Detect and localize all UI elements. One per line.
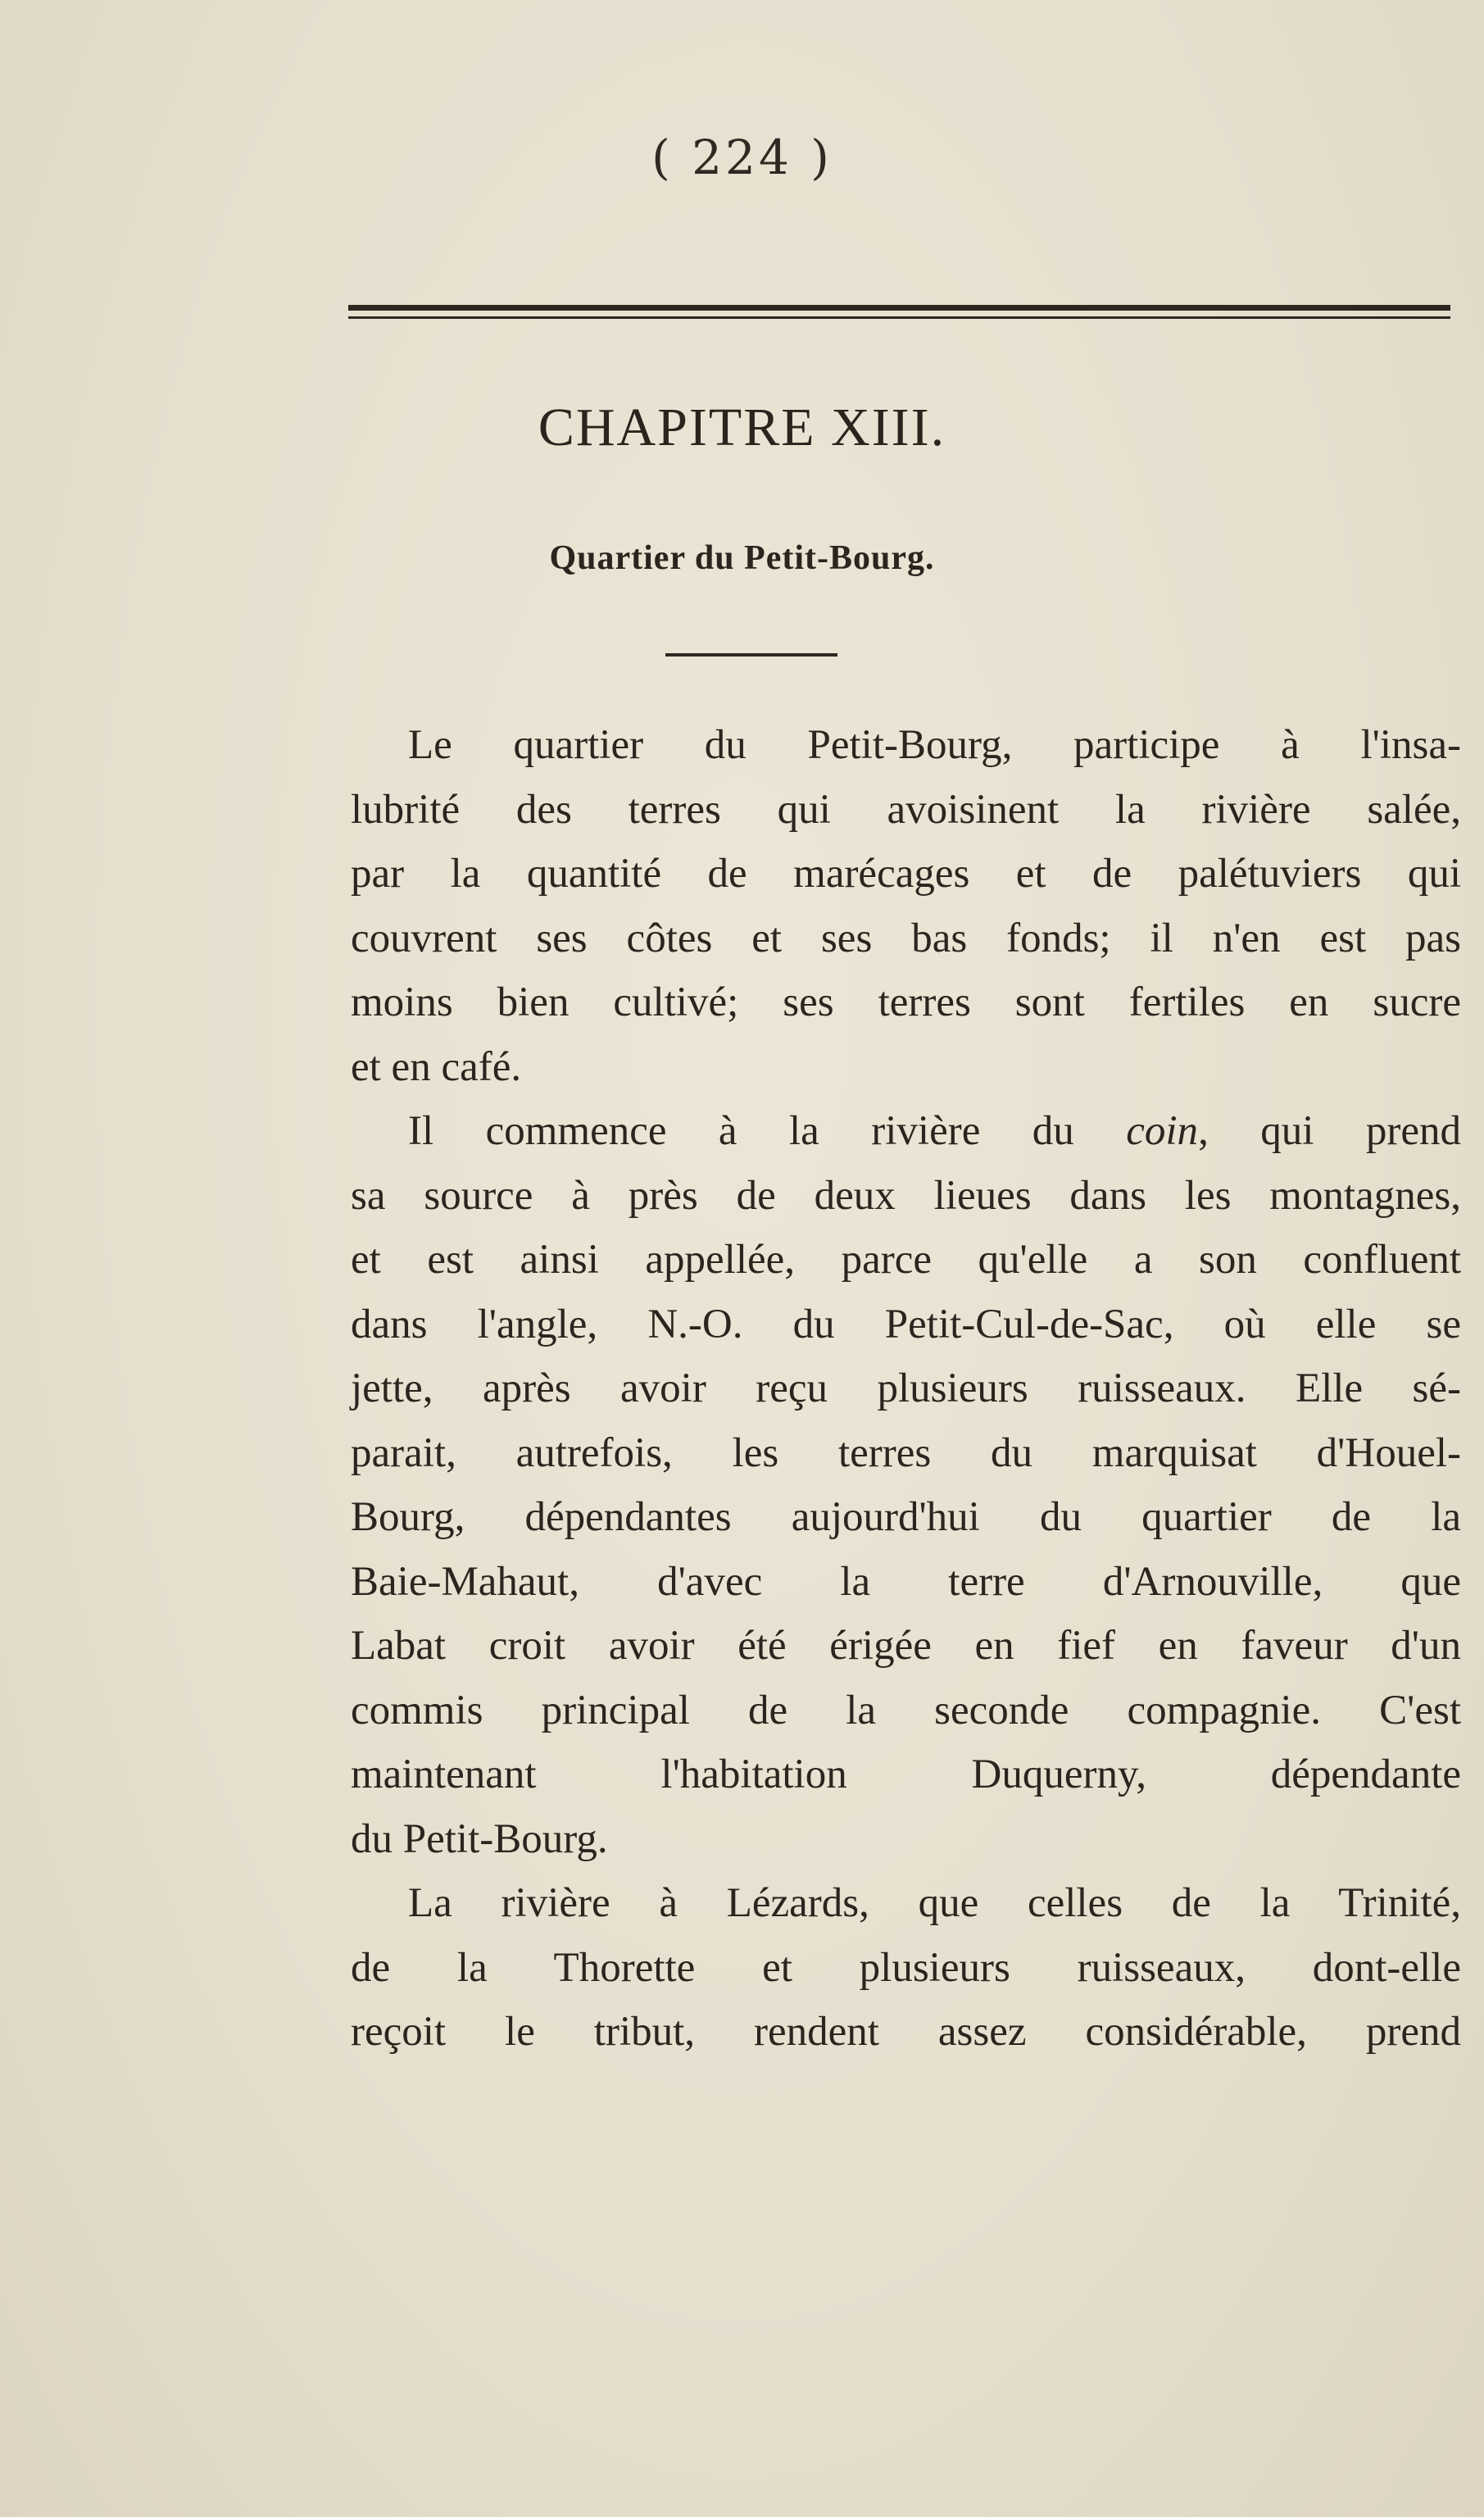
chapter-subtitle: Quartier du Petit-Bourg.	[549, 539, 935, 577]
text-line: sa source à près de deux lieues dans les montagnes,	[351, 1172, 1461, 1219]
paragraph-1	[351, 713, 1461, 1099]
page-number: ( 224 )	[651, 129, 833, 185]
header-rule-thin	[348, 316, 1450, 319]
text-line: parait, autrefois, les terres du marquisat d'Houel-	[351, 1429, 1461, 1476]
text-line	[351, 1099, 1461, 1164]
text-line: maintenant l'habitation Duquerny, dépendante	[351, 1751, 1461, 1797]
text-line: et en café.	[351, 1043, 522, 1090]
header-rule-thick	[348, 305, 1450, 311]
text-run: , qui prend	[1198, 1108, 1461, 1154]
text-line: commis principal de la seconde compagnie. C'est	[351, 1687, 1461, 1733]
text-line: Bourg, dépendantes aujourd'hui du quartier de la	[351, 1494, 1461, 1540]
text-run: Il commence à la rivière du	[408, 1108, 1127, 1154]
text-line: couvrent ses côtes et ses bas fonds; il n'en est pas	[351, 915, 1461, 961]
text-line: jette, après avoir reçu plusieurs ruisseaux. Elle sé-	[351, 1365, 1461, 1411]
section-divider	[665, 653, 837, 657]
paragraph-3	[351, 1871, 1461, 2065]
text-line: Le quartier du Petit-Bourg, participe à l'insa-	[408, 722, 1461, 768]
body-text	[351, 713, 1461, 2065]
text-line: de la Thorette et plusieurs ruisseaux, dont-elle	[351, 1944, 1461, 1991]
text-line: La rivière à Lézards, que celles de la Trinité,	[408, 1880, 1461, 1926]
text-line: Baie-Mahaut, d'avec la terre d'Arnouville, que	[351, 1558, 1461, 1605]
text-line: moins bien cultivé; ses terres sont fertiles en sucre	[351, 979, 1461, 1025]
text-line: reçoit le tribut, rendent assez considérable, prend	[351, 2009, 1461, 2055]
text-line: Labat croit avoir été érigée en fief en faveur d'un	[351, 1623, 1461, 1669]
chapter-title: CHAPITRE XIII.	[538, 398, 946, 457]
paragraph-2	[351, 1099, 1461, 1871]
text-line: dans l'angle, N.-O. du Petit-Cul-de-Sac, où elle se	[351, 1301, 1461, 1347]
text-line: et est ainsi appellée, parce qu'elle a son confluent	[351, 1237, 1461, 1283]
text-line: lubrité des terres qui avoisinent la rivière salée,	[351, 786, 1461, 833]
text-line: du Petit-Bourg.	[351, 1815, 608, 1862]
italic-word: coin	[1126, 1108, 1199, 1154]
text-line: par la quantité de marécages et de palétuviers qui	[351, 851, 1461, 897]
